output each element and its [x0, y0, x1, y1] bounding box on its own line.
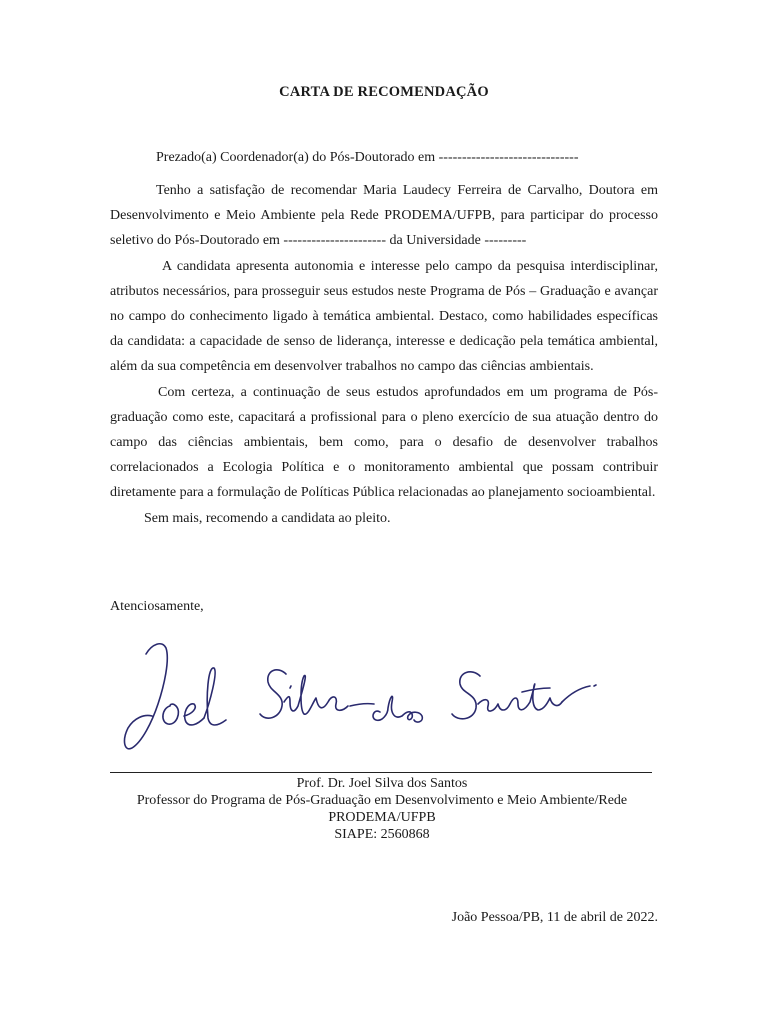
signatory-role: Professor do Programa de Pós-Graduação em Desenvolvimento e Meio Ambiente/Rede — [136, 793, 628, 808]
signatory-block — [100, 775, 664, 843]
place-and-date: João Pessoa/PB, 11 de abril de 2022. — [451, 910, 658, 925]
signature-line — [110, 772, 652, 773]
paragraph-recommendation: Tenho a satisfação de recomendar Maria Laudecy Ferreira de Carvalho, Doutora em Desenvolvimento e Meio Ambiente pela Rede PRODEMA/UFPB, para participar do processo seletivo do Pós-Doutorado em ---------------------- da Universidade --------- — [110, 183, 658, 249]
signatory-network: PRODEMA/UFPB — [328, 810, 436, 825]
salutation: Prezado(a) Coordenador(a) do Pós-Doutorado em ------------------------------ — [156, 150, 579, 165]
handwritten-signature — [118, 632, 618, 764]
closing-salutation: Atenciosamente, — [110, 599, 204, 614]
paragraph-candidate-profile: A candidata apresenta autonomia e interesse pelo campo da pesquisa interdisciplinar, atributos necessários, para prosseguir seus estudos neste Programa de Pós – Graduação e avançar no campo do conhecimento ligado à temática ambiental. Destaco, como habilidades específicas da candidata: a capacidade de senso de liderança, interesse e dedicação pela temática ambiental, além da sua competência em desenvolver trabalhos no campo das ciências ambientais. — [110, 258, 658, 375]
paragraph-final-remark: Sem mais, recomendo a candidata ao pleito. — [144, 510, 391, 526]
paragraph-continuation: Com certeza, a continuação de seus estudos aprofundados em um programa de Pós-graduação como este, capacitará a profissional para o pleno exercício de sua atuação dentro do campo das ciências ambientais, bem como, para o desafio de desenvolver trabalhos correlacionados a Ecologia Política e o monitoramento ambiental que possam contribuir diretamente para a formulação de Políticas Pública relacionadas ao planejamento socioambiental. — [110, 384, 658, 501]
letter-title: CARTA DE RECOMENDAÇÃO — [279, 84, 489, 100]
signatory-name: Prof. Dr. Joel Silva dos Santos — [296, 776, 468, 791]
letter-body — [110, 178, 658, 531]
signatory-siape: SIAPE: 2560868 — [334, 827, 430, 842]
